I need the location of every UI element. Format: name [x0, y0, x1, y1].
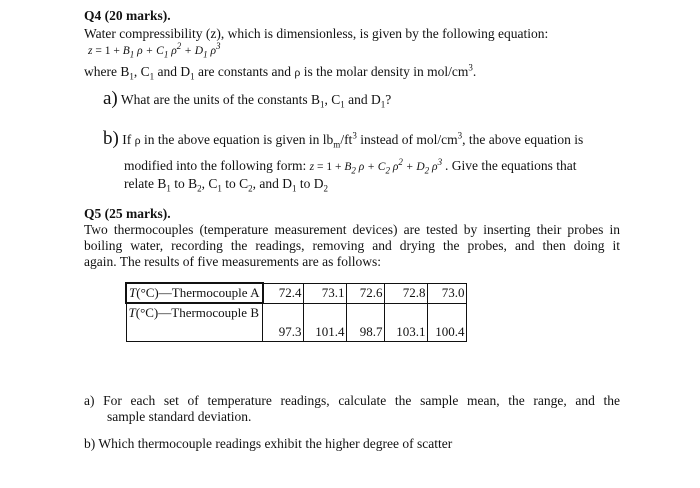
- q5-part-a-line1: a) For each set of temperature readings, calculate the sample mean, the range, and the: [84, 393, 620, 408]
- thermocouple-table: [125, 282, 467, 342]
- table-cell: 98.7: [346, 303, 384, 342]
- row-label-thermocouple-a: T(°C)—Thermocouple A: [126, 283, 263, 303]
- q5-text-line2: boiling water, recording the readings, removing and drying the probes, and then doing it: [84, 238, 620, 253]
- q4-part-b-line3: relate $B_1$ to $B_2$, $C_1$ to $C_2$, and $D_1$ to $D_2$: [124, 176, 329, 194]
- table-cell: 101.4: [303, 303, 346, 342]
- q4-equation-2: $z = 1 + B_2$ $\rho + C_2$ $\rho^2 + D_2$ $\rho^3$: [309, 157, 443, 176]
- q4-part-b-line1: b) If ρ in the above equation is given in $lb_m/ft^3$ instead of mol/$cm^3$, the above equation is: [103, 128, 584, 150]
- q5-part-a-line2: sample standard deviation.: [107, 409, 252, 424]
- table-cell: 72.8: [384, 283, 427, 303]
- q4-part-b-line2: modified into the following form: $z = 1 + B_2$ $\rho + C_2$ $\rho^2 + D_2$ $\rho^3$ . Give the equations that: [124, 157, 577, 176]
- q4-where-line: where $B_1$, $C_1$ and $D_1$ are constants and ρ is the molar density in mol/$cm^3$.: [84, 62, 477, 82]
- table-cell: 103.1: [384, 303, 427, 342]
- q4-equation-1: $z = 1 + B_1$ $\rho + C_1$ $\rho^2 + D_1$ $\rho^3$: [88, 41, 221, 60]
- q5-heading: Q5 (25 marks).: [84, 206, 171, 221]
- row-label-thermocouple-b: T(°C)—Thermocouple B: [126, 303, 263, 342]
- table-cell: 73.1: [303, 283, 346, 303]
- table-cell: 73.0: [427, 283, 466, 303]
- table-cell: 100.4: [427, 303, 466, 342]
- q5-text-line1: Two thermocouples (temperature measurement devices) are tested by inserting their probes in: [84, 222, 620, 237]
- table-cell: 97.3: [263, 303, 304, 342]
- q5-text-line3: again. The results of five measurements are as follows:: [84, 254, 382, 269]
- table-cell: 72.4: [263, 283, 304, 303]
- table-cell: 72.6: [346, 283, 384, 303]
- q4-heading: Q4 (20 marks).: [84, 8, 171, 23]
- q4-part-a: a) What are the units of the constants $B_1$, $C_1$ and $D_1$?: [103, 88, 392, 110]
- q4-intro: Water compressibility (z), which is dimensionless, is given by the following equation:: [84, 26, 549, 41]
- table-row: [126, 283, 466, 303]
- q5-part-b: b) Which thermocouple readings exhibit the higher degree of scatter: [84, 436, 453, 451]
- table-row: [126, 303, 466, 342]
